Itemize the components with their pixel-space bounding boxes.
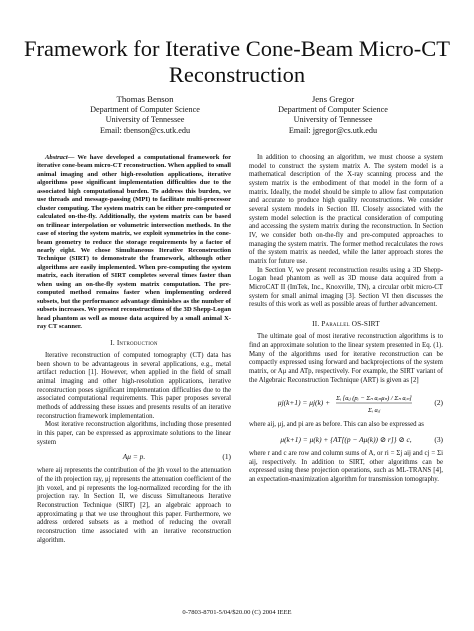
- intro-paragraph-2: Most iterative reconstruction algorithms, including those presented in this paper, can be expressed as approximate solutions to the linear system: [37, 421, 231, 446]
- author-univ: University of Tennessee: [293, 115, 373, 124]
- right-paragraph-1: In addition to choosing an algorithm, we must choose a system model to construct the system matrix A. The system model is a mathematical description of the X-ray scanning process and the system matrix is the embodiment of that model in the form of a matrix. Ideally, the model should be simple to allow fast computation and accurate to produce high quality reconstructions. We consider several system models in Section III. Closely associated with the system model selection is the practical consideration of computing and accessing the system matrix during the reconstruction. In Section IV, we consider both on-the-fly and pre-computed approaches to managing the system matrix. The former method recalculates the rows of the system matrix as needed, while the latter approach stores the matrix for future use.: [249, 154, 443, 265]
- author-dept: Department of Computer Science: [278, 104, 388, 114]
- copyright-footer: 0-7803-8701-5/04/$20.00 (C) 2004 IEEE: [182, 609, 292, 616]
- right-paragraph-2: In Section V, we present reconstruction results using a 3D Shepp-Logan head phantom as well as 3D mouse data acquired from a MicroCAT II (ImTek, Inc., Knoxville, TN), a circular orbit micro-CT system for small animal imaging [3]. Section VI then discusses the results of this work as well as possible areas of further advancement.: [249, 266, 443, 309]
- equation-3: [249, 433, 443, 447]
- right-column: [249, 154, 443, 485]
- section-heading-introduction: I. Introduction: [110, 338, 158, 347]
- intro-paragraph-1: Iterative reconstruction of computed tomography (CT) data has been shown to be advantageous in several applications, e.g., metal artifact reduction [1]. However, when applied in the field of small animal imaging and other high-resolution applications, iterative reconstruction poses significant implementation difficulties due to the associated computational requirements. This paper proposes several methods of addressing these issues and presents results of an iterative reconstruction framework implementation.: [37, 352, 231, 420]
- section-heading-os-sirt: II. Parallel OS-SIRT: [312, 319, 380, 328]
- sirt-paragraph-1: The ultimate goal of most iterative reconstruction algorithms is to find an approximate solution to the linear system presented in Eq. (1). Many of the algorithms used for iterative reconstruction can be compactly expressed using forward and backprojections of the system matrix, or Aμ and ATp, respectively. For example, the SIRT variant of the Algebraic Reconstruction Technique (ART) is given as [2]: [249, 333, 443, 384]
- svg-text:Σᵢ aᵢⱼ: Σᵢ aᵢⱼ: [368, 407, 381, 415]
- equation-2: [249, 388, 443, 418]
- intro-paragraph-3: where aij represents the contribution of the jth voxel to the attenuation of the ith projection ray, μj represents the attenuation coefficient of the jth voxel, and pi represents the log-normalized recording for the ith projection ray. In Section II, we discuss Simultaneous Iterative Reconstruction Technique (SIRT) [2], an algebraic approach to approximating μ that we use throughout this paper. Furthermore, we address ordered subsets as a method of reducing the overall reconstruction time associated with an iterative reconstruction algorithm.: [37, 467, 231, 544]
- paper-title: [0, 36, 474, 88]
- title-line-1: Framework for Iterative Cone-Beam Micro-CT: [23, 36, 451, 61]
- abstract-text: — We have developed a computational framework for iterative cone-beam micro-CT reconstruction. When applied to small animal imaging and other high-resolution applications, iterative algorithms pose significant implementation difficulties due to the associated high computational burden. To address this burden, we use threads and message-passing (MPI) to facilitate multi-processor cluster computing. The system matrix can be either pre-computed or calculated on-the-fly. Additionally, the system matrix can be based on trilinear interpolation or volumetric intersection methods. In the case of storing the system matrix, we exploit symmetries in the cone-beam geometry to reduce the storage requirements by a factor of nearly eight. We chose Simultaneous Iterative Reconstruction Technique (SIRT) to demonstrate the framework, although other algorithms are easily implemented. When pre-computing the system matrix, each iteration of SIRT completes several times faster than when using an on-the-fly system matrix computation. The pre-computed method remains faster when implementing ordered subsets, but the performance advantage diminishes as the number of subsets increases. We present reconstructions of the 3D Shepp-Logan head phantom as well as mouse data acquired by a small animal X-ray CT scanner.: [37, 154, 231, 331]
- author-block-1: [45, 94, 245, 136]
- equation-1-body: Aμ = p.: [122, 452, 146, 462]
- author-email: Email: jgregor@cs.utk.edu: [288, 125, 378, 135]
- left-column: [37, 154, 231, 545]
- sirt-paragraph-2: where aij, μj, and pi are as before. This can also be expressed as: [249, 421, 424, 429]
- title-line-2: Reconstruction: [168, 62, 306, 87]
- author-univ: University of Tennessee: [105, 115, 185, 124]
- equation-3-body: μ(k+1) = μ(k) + {AT[(p − Aμ(k)) ⊘ r]} ⊘ c,: [280, 435, 412, 445]
- author-email: Email: tbenson@cs.utk.edu: [99, 125, 191, 135]
- equation-3-number: (3): [434, 435, 443, 445]
- sirt-paragraph-3: where r and c are row and column sums of A, or ri = Σj aij and cj = Σi aij, respectively. In addition to SIRT, other algorithms can be expressed using these projection operations, such as ML-TRANS [4], an expectation-maximization algorithm for transmission tomography.: [249, 450, 443, 484]
- author-name: Thomas Benson: [116, 94, 174, 104]
- equation-2-number: (2): [434, 398, 443, 408]
- author-dept: Department of Computer Science: [90, 104, 200, 114]
- abstract-label: Abstract: [45, 154, 68, 161]
- equation-2-fraction: [334, 390, 414, 416]
- equation-1: [37, 450, 231, 464]
- equation-2-lhs: μj(k+1) = μj(k) +: [277, 398, 331, 408]
- equation-1-number: (1): [222, 452, 231, 462]
- equation-2-expr: [278, 388, 414, 418]
- abstract: [37, 154, 231, 332]
- author-name: Jens Gregor: [311, 94, 355, 104]
- svg-text:Σᵢ [aᵢⱼ (pᵢ − Σₙ aᵢₙμₙ) / Σₙ a: Σᵢ [aᵢⱼ (pᵢ − Σₙ aᵢₙμₙ) / Σₙ aᵢₙ]: [336, 395, 412, 403]
- author-block-2: [233, 94, 433, 136]
